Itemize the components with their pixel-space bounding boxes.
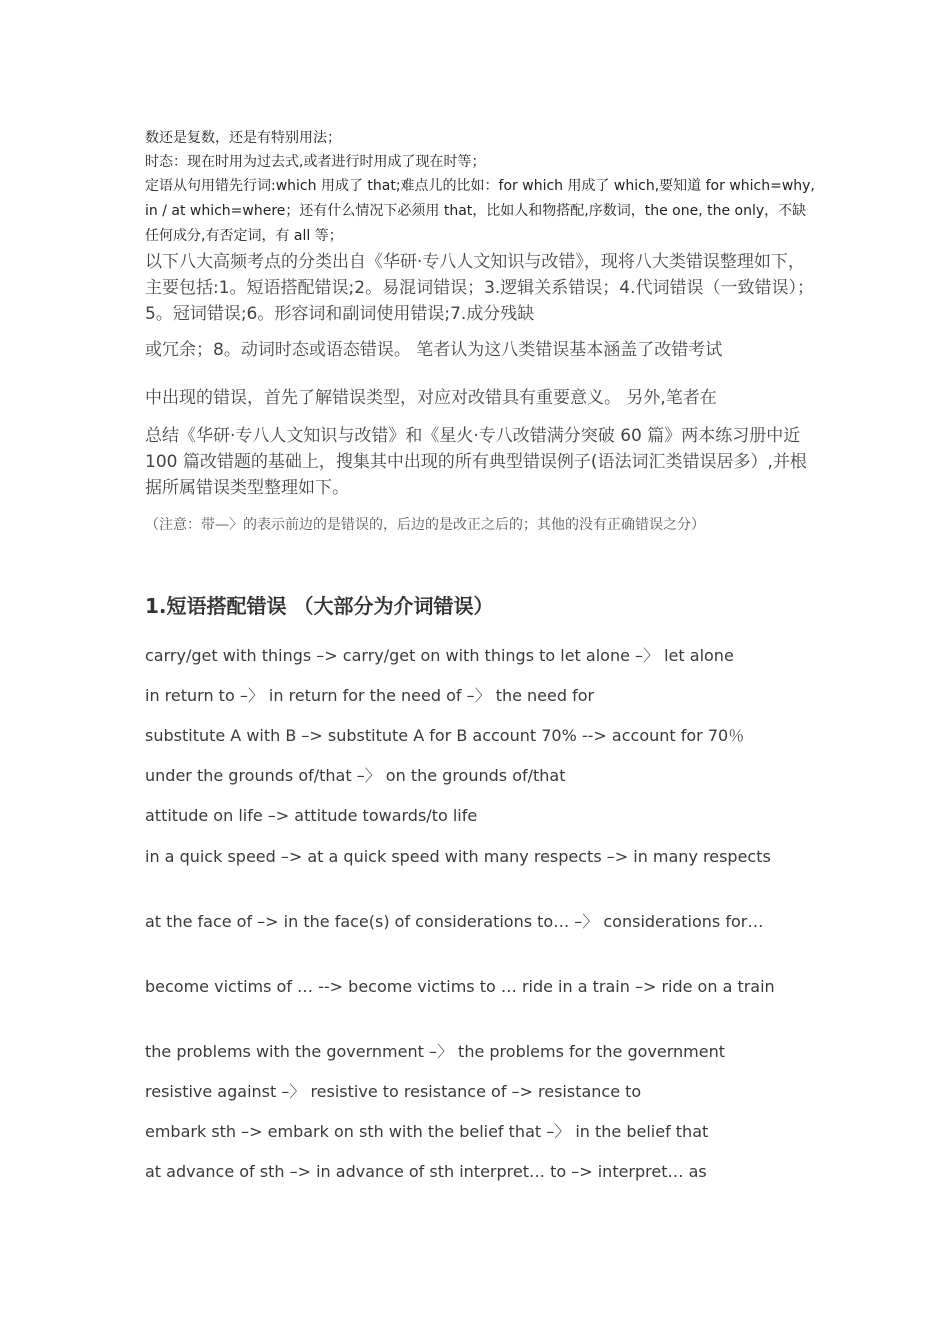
example-row: embark sth –> embark on sth with the belief that –〉 in the belief that — [145, 1122, 709, 1141]
example-row: at the face of –> in the face(s) of considerations to… –〉 considerations for… — [145, 912, 764, 931]
section-heading: 1.短语搭配错误 （大部分为介词错误） — [145, 594, 494, 618]
example-row: carry/get with things –> carry/get on with things to let alone –〉 let alone — [145, 646, 734, 665]
intro-line-2: 时态：现在时用为过去式,或者进行时用成了现在时等； — [145, 154, 486, 170]
para-categories: 以下八大高频考点的分类出自《华研·专八人文知识与改错》，现将八大类错误整理如下，主要包括:1。短语搭配错误;2。易混词错误；3.逻辑关系错误；4.代词错误（一致错误）；5。冠词错误;6。形容词和副词使用错误;7.成分残缺 — [145, 252, 815, 324]
example-row: in return to –〉 in return for the need of –〉 the need for — [145, 686, 595, 705]
example-row: under the grounds of/that –〉 on the grounds of/that — [145, 766, 566, 785]
note: （注意：带—〉的表示前边的是错误的，后边的是改正之后的；其他的没有正确错误之分） — [145, 517, 705, 533]
example-row: the problems with the government –〉 the problems for the government — [145, 1042, 725, 1061]
example-row: substitute A with B –> substitute A for B account 70% --> account for 70％ — [145, 726, 745, 745]
example-row: in a quick speed –> at a quick speed with many respects –> in many respects — [145, 847, 771, 866]
example-row: at advance of sth –> in advance of sth interpret… to –> interpret… as — [145, 1162, 707, 1181]
example-row: attitude on life –> attitude towards/to life — [145, 806, 478, 825]
example-row: become victims of … --> become victims to … ride in a train –> ride on a train — [145, 977, 775, 996]
intro-line-1: 数还是复数，还是有特别用法； — [145, 130, 341, 146]
example-row: resistive against –〉 resistive to resistance of –> resistance to — [145, 1082, 642, 1101]
para-categories-cont: 或冗余；8。动词时态或语态错误。 笔者认为这八类错误基本涵盖了改错考试 — [145, 340, 723, 360]
intro-line-3: 定语从句用错先行词:which 用成了 that;难点儿的比如：for which 用成了 which,要知道 for which=why, in / at which=where；还有什么情况下必须用 that，比如人和物搭配,序数词，the one, the only，不缺任何成分,有否定词，有 all 等； — [145, 178, 815, 244]
para-importance: 中出现的错误，首先了解错误类型，对应对改错具有重要意义。 另外,笔者在 — [145, 388, 717, 408]
para-sources: 总结《华研·专八人文知识与改错》和《星火·专八改错满分突破 60 篇》两本练习册中近 100 篇改错题的基础上，搜集其中出现的所有典型错误例子(语法词汇类错误居多）,并根据所属错误类型整理如下。 — [145, 426, 807, 498]
